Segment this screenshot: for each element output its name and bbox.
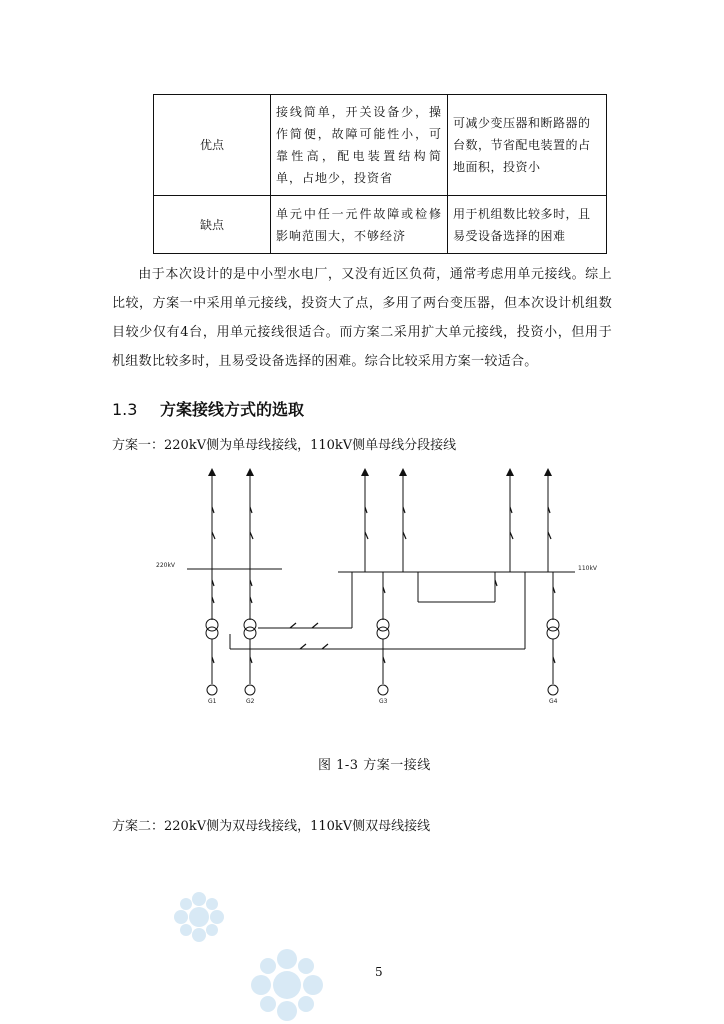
scheme-two-text: 方案二：220kV侧为双母线接线，110kV侧双母线接线 bbox=[112, 819, 431, 834]
bus-left-label: 220kV bbox=[156, 562, 176, 569]
row-label-advantages: 优点 bbox=[154, 95, 271, 196]
table-cell: 用于机组数比较多时，且易受设备选择的困难 bbox=[448, 196, 607, 254]
section-title: 方案接线方式的选取 bbox=[160, 400, 305, 419]
section-number: 1.3 bbox=[112, 400, 138, 419]
page-number: 5 bbox=[375, 965, 383, 979]
body-paragraph bbox=[112, 260, 612, 376]
generator-label: G1 bbox=[208, 698, 217, 705]
table-row bbox=[154, 95, 607, 196]
table-cell: 接线简单，开关设备少，操作简便，故障可能性小，可靠性高，配电装置结构简单，占地少，投资省 bbox=[271, 95, 448, 196]
scheme-one-text: 方案一：220kV侧为单母线接线，110kV侧单母线分段接线 bbox=[112, 438, 457, 453]
row-label-disadvantages: 缺点 bbox=[154, 196, 271, 254]
feeder-lines bbox=[212, 472, 548, 572]
table-cell: 可减少变压器和断路器的台数，节省配电装置的占地面积，投资小 bbox=[448, 95, 607, 196]
section-heading bbox=[112, 397, 304, 420]
generator-label: G3 bbox=[379, 698, 388, 705]
table-row bbox=[154, 196, 607, 254]
figure-caption: 图 1-3 方案一接线 bbox=[318, 758, 431, 773]
wiring-diagram bbox=[150, 462, 620, 712]
generator-label: G4 bbox=[549, 698, 558, 705]
comparison-table bbox=[153, 94, 607, 254]
generator-label: G2 bbox=[246, 698, 255, 705]
snowflake-watermark-icon bbox=[172, 890, 226, 944]
paragraph-text: 由于本次设计的是中小型水电厂，又没有近区负荷，通常考虑用单元接线。综上比较，方案一中采用单元接线，投资大了点，多用了两台变压器，但本次设计机组数目较少仅有4台，用单元接线很适合。而方案二采用扩大单元接线，投资小，但用于机组数比较多时，且易受设备选择的困难。综合比较采用方案一较适合。 bbox=[112, 267, 612, 369]
bus-right-label: 110kV bbox=[578, 565, 598, 572]
table-cell: 单元中任一元件故障或检修影响范围大，不够经济 bbox=[271, 196, 448, 254]
snowflake-watermark-icon bbox=[248, 946, 326, 1024]
